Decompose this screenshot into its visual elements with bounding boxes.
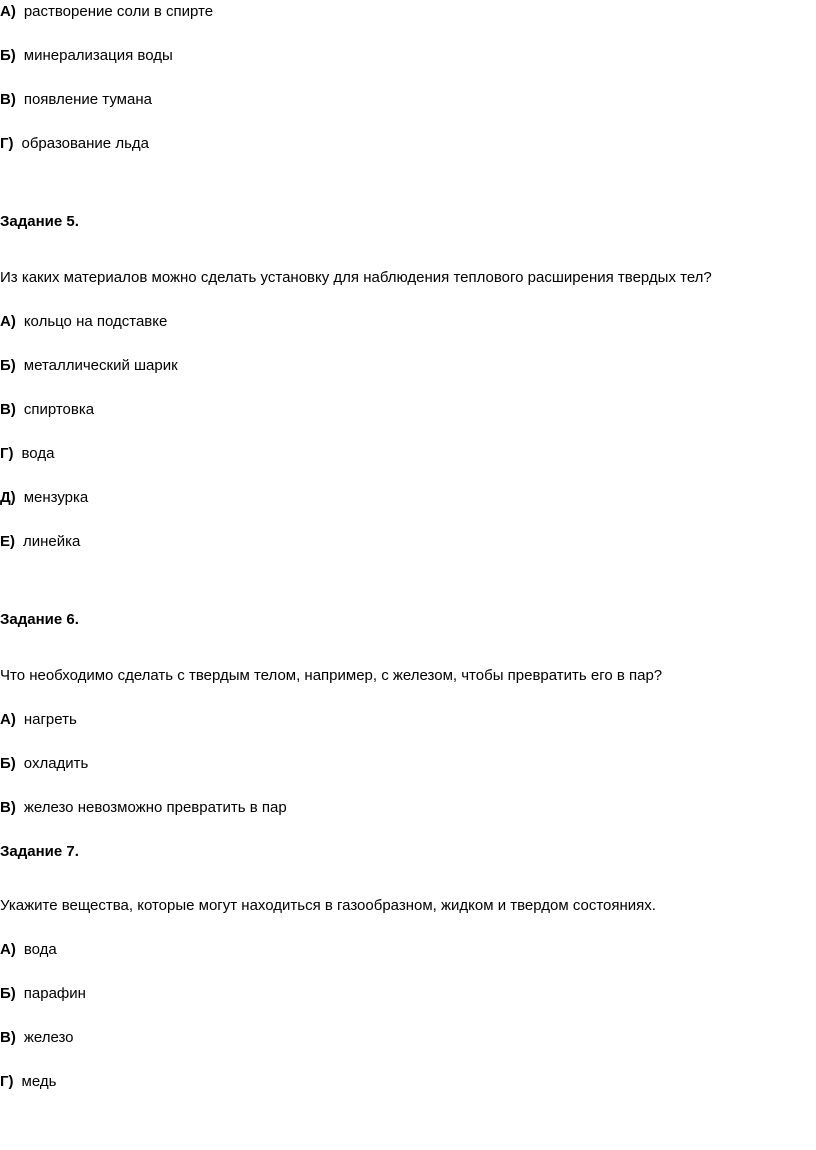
option-letter: А)	[0, 313, 16, 330]
option-text: железо невозможно превратить в пар	[23, 799, 287, 816]
option-line	[0, 400, 94, 420]
option-text: охладить	[23, 755, 89, 772]
task-question: Что необходимо сделать с твердым телом, например, с железом, чтобы превратить его в пар?	[0, 667, 663, 684]
option-line	[0, 46, 173, 66]
option-letter: А)	[0, 941, 16, 958]
option-text: кольцо на подставке	[23, 313, 168, 330]
task-question: Из каких материалов можно сделать установку для наблюдения теплового расширения твердых тел?	[0, 269, 712, 286]
option-line	[0, 2, 213, 22]
option-letter: Б)	[0, 357, 16, 374]
option-line	[0, 798, 287, 818]
option-letter: Б)	[0, 985, 16, 1002]
option-text: спиртовка	[23, 401, 95, 418]
task-heading: Задание 7.	[0, 843, 79, 860]
option-text: появление тумана	[23, 91, 152, 108]
option-line	[0, 532, 80, 552]
option-letter: Б)	[0, 755, 16, 772]
option-text: мензурка	[23, 489, 89, 506]
option-text: растворение соли в спирте	[23, 3, 214, 20]
task-question: Укажите вещества, которые могут находиться в газообразном, жидком и твердом состояниях.	[0, 897, 656, 914]
option-line	[0, 356, 178, 376]
option-text: нагреть	[23, 711, 77, 728]
option-text: вода	[21, 445, 55, 462]
option-text: линейка	[23, 533, 81, 550]
option-letter: В)	[0, 799, 16, 816]
option-line	[0, 488, 88, 508]
option-text: минерализация воды	[23, 47, 173, 64]
option-line	[0, 444, 54, 464]
option-text: железо	[23, 1029, 74, 1046]
task-heading: Задание 6.	[0, 611, 79, 628]
option-text: медь	[21, 1073, 57, 1090]
option-line	[0, 90, 152, 110]
option-text: вода	[23, 941, 57, 958]
option-letter: Г)	[0, 135, 14, 152]
option-letter: В)	[0, 1029, 16, 1046]
option-line	[0, 1028, 74, 1048]
option-text: металлический шарик	[23, 357, 178, 374]
option-letter: Б)	[0, 47, 16, 64]
option-letter: Е)	[0, 533, 15, 550]
option-letter: Г)	[0, 445, 14, 462]
option-line	[0, 134, 149, 154]
option-letter: А)	[0, 3, 16, 20]
option-line	[0, 1072, 56, 1092]
option-letter: А)	[0, 711, 16, 728]
option-line	[0, 754, 88, 774]
task-heading: Задание 5.	[0, 213, 79, 230]
option-letter: В)	[0, 91, 16, 108]
option-line	[0, 312, 167, 332]
option-line	[0, 940, 57, 960]
option-text: парафин	[23, 985, 86, 1002]
option-line	[0, 984, 86, 1004]
option-letter: Д)	[0, 489, 16, 506]
option-letter: Г)	[0, 1073, 14, 1090]
option-letter: В)	[0, 401, 16, 418]
option-text: образование льда	[21, 135, 149, 152]
option-line	[0, 710, 77, 730]
